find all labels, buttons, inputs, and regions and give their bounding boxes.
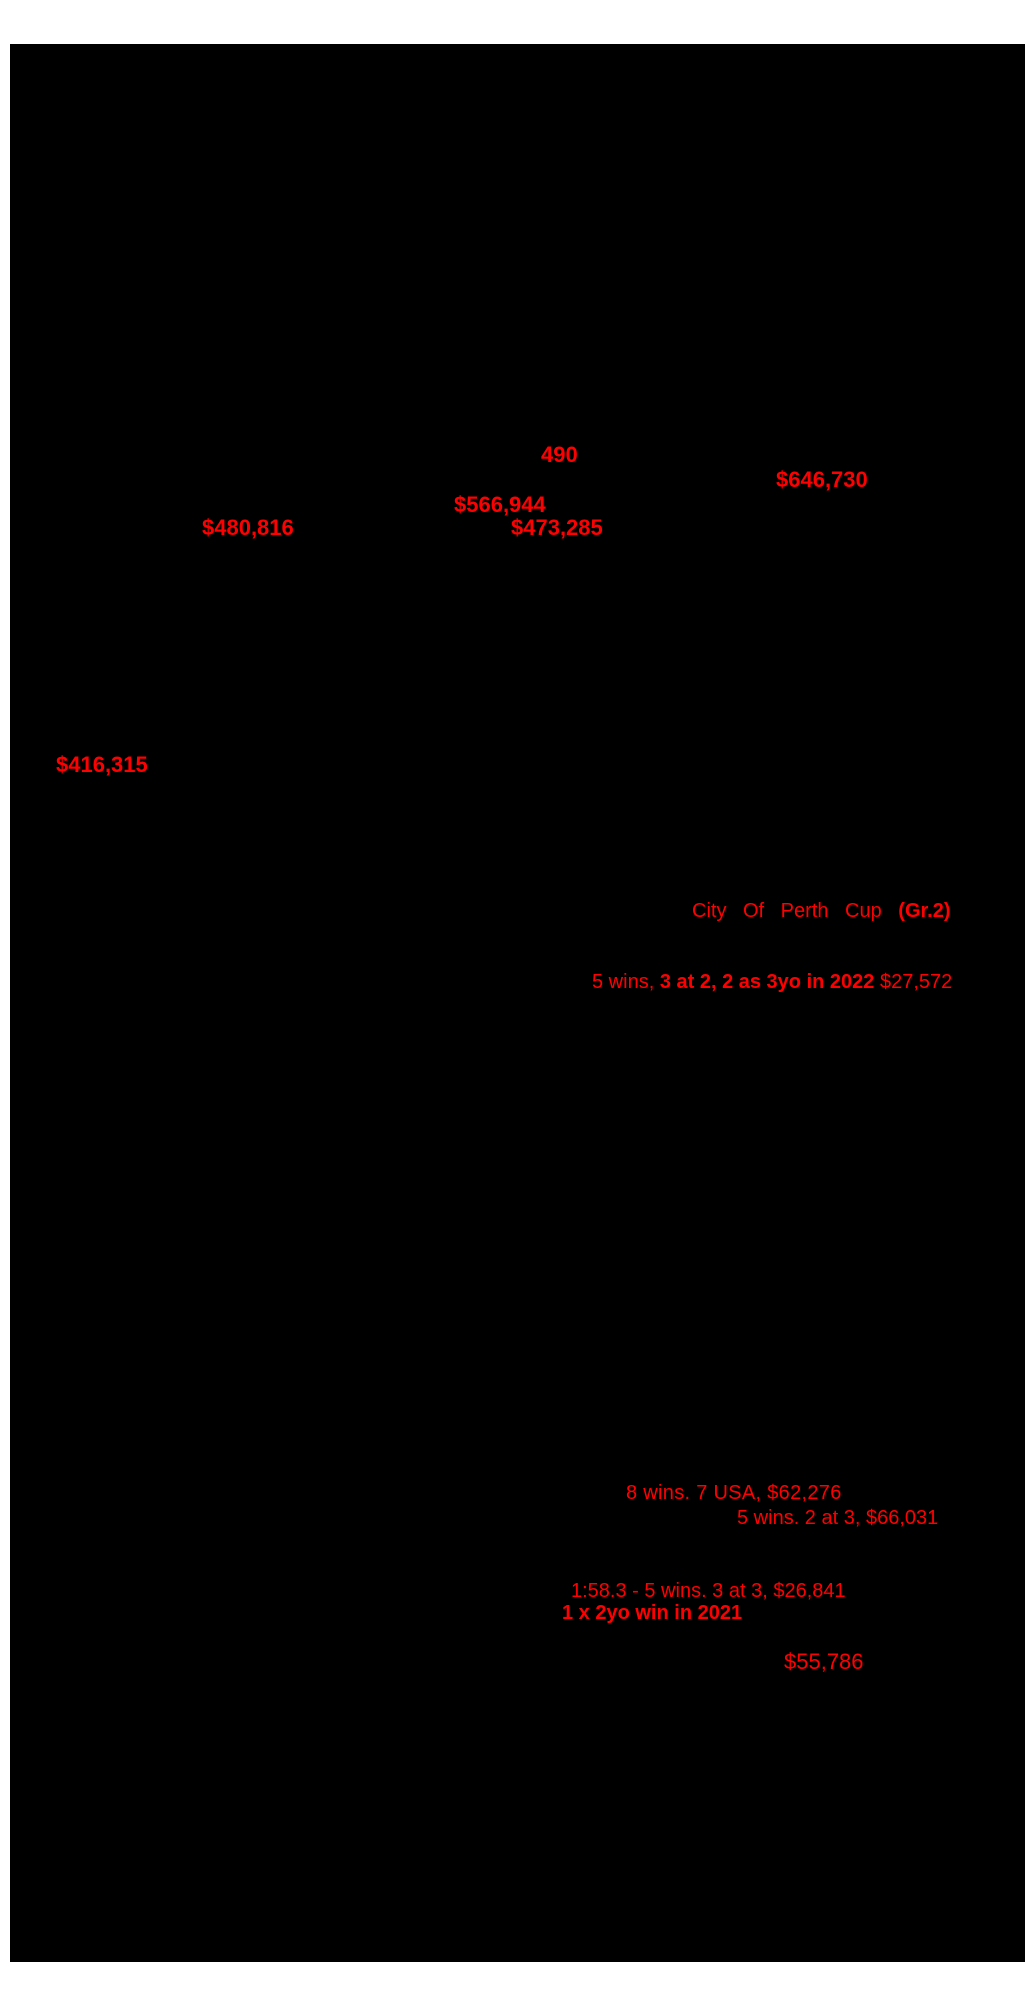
race-record-at3: 5 wins. 2 at 3, $66,031 (737, 1507, 939, 1529)
lot-number: 490 (541, 442, 578, 467)
pedigree-panel (10, 44, 1025, 1962)
race-record-2yo-win-2021: 1 x 2yo win in 2021 (562, 1602, 743, 1624)
race-record-usa: 8 wins. 7 USA, $62,276 (626, 1482, 842, 1504)
stakes-race-grade: (Gr.2) (898, 900, 951, 922)
earnings-highlight-646730: $646,730 (776, 467, 868, 492)
race-record-2022-suffix: $27,572 (874, 971, 953, 993)
race-record-2022-bold: 3 at 2, 2 as 3yo in 2022 (659, 971, 875, 993)
stakes-race-name: City Of Perth Cup (692, 900, 882, 922)
earnings-highlight-566944: $566,944 (454, 492, 546, 517)
earnings-highlight-55786: $55,786 (784, 1649, 864, 1674)
race-record-2022-prefix: 5 wins, (592, 971, 660, 993)
race-record-time: 1:58.3 - 5 wins. 3 at 3, $26,841 (571, 1580, 846, 1602)
earnings-highlight-473285: $473,285 (511, 515, 603, 540)
earnings-highlight-416315: $416,315 (56, 752, 148, 777)
stakes-race-highlight (692, 900, 951, 922)
earnings-highlight-480816: $480,816 (202, 515, 294, 540)
race-record-2022 (592, 971, 952, 993)
